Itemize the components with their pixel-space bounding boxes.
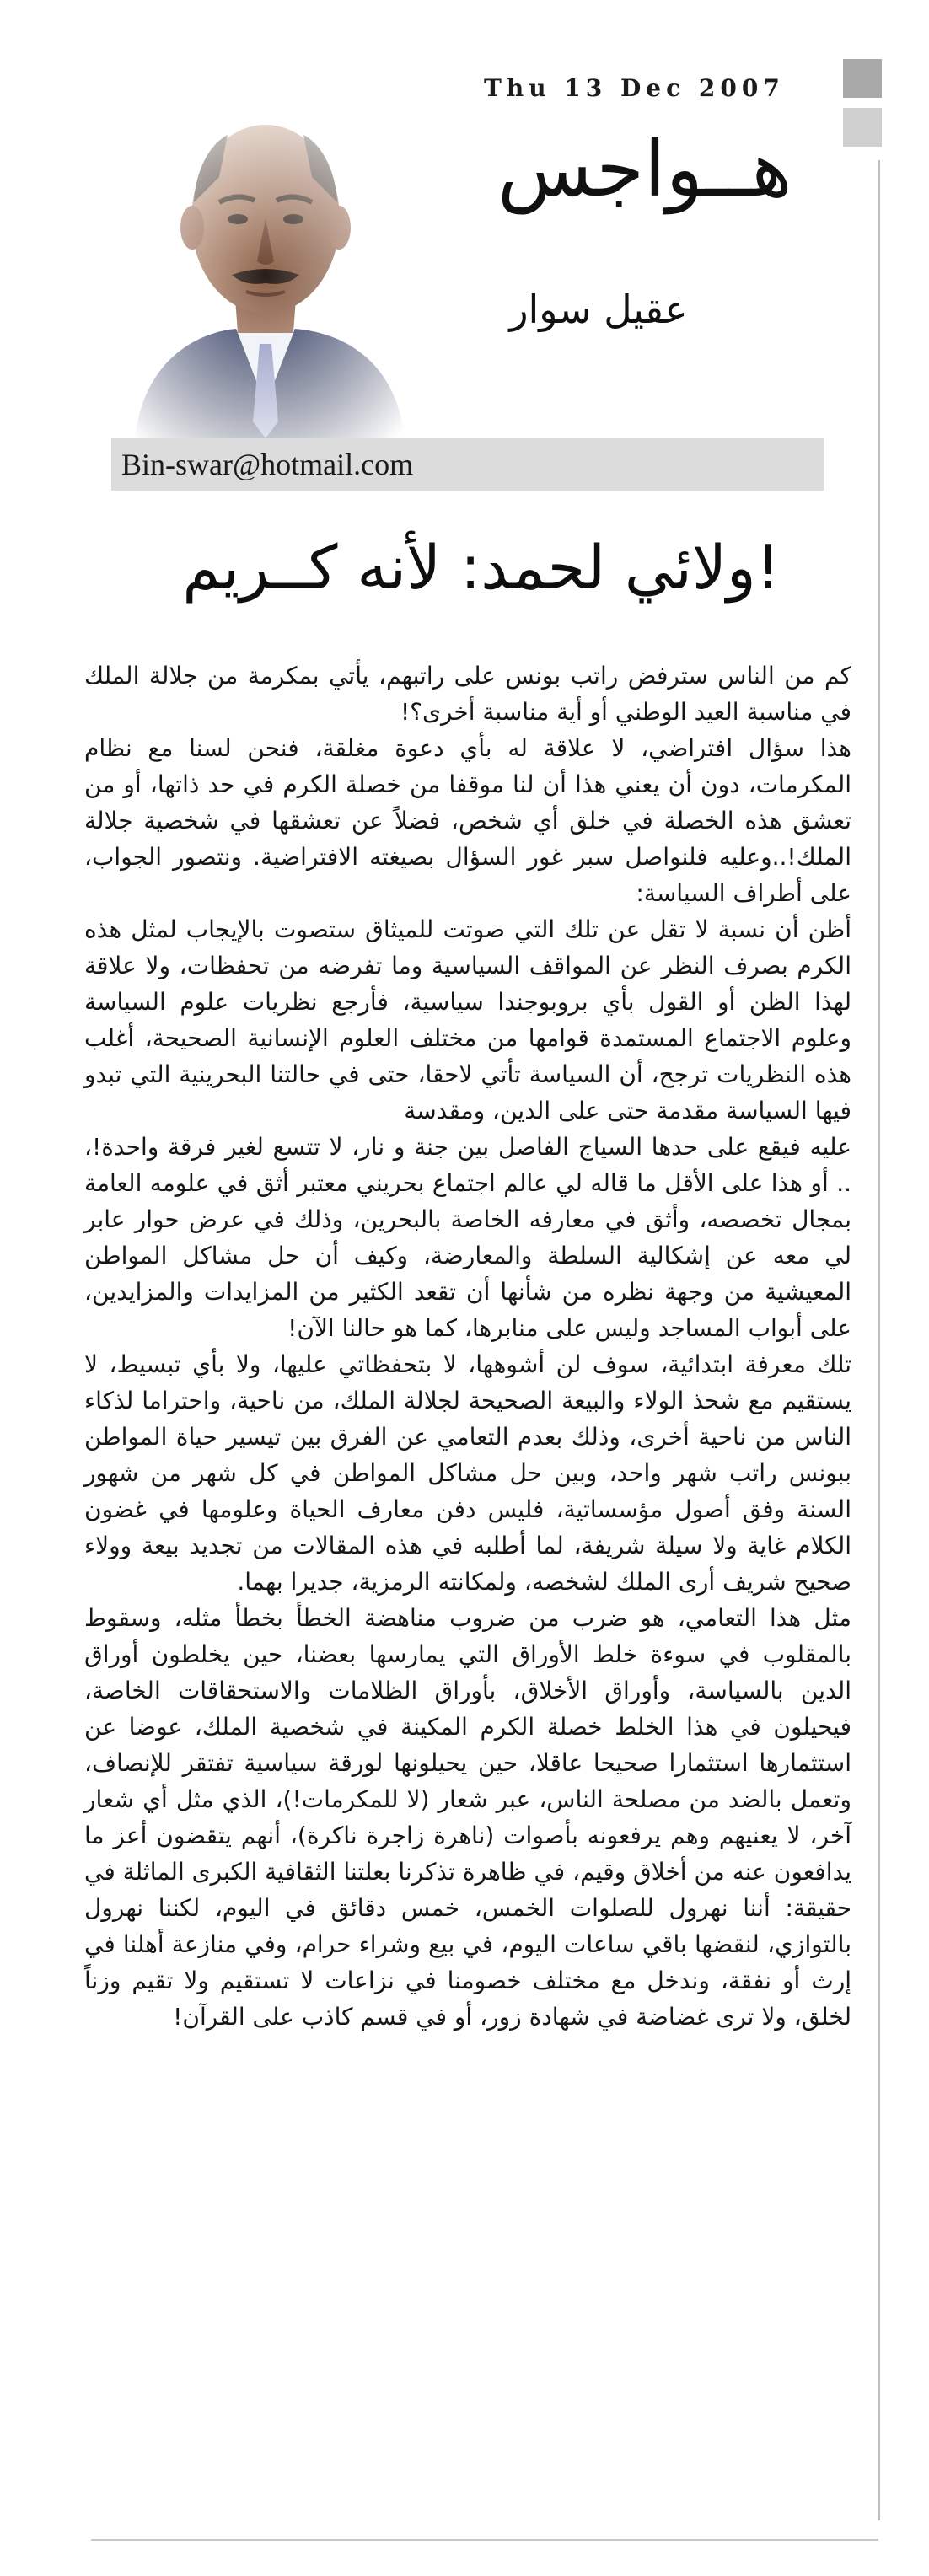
email-bar bbox=[111, 438, 824, 491]
article-paragraph: عليه فيقع على حدها السياج الفاصل بين جنة و نار، لا تتسع لغير فرقة واحدة!، .. أو هذا على الأقل ما قاله لي عالم اجتماع بحريني معتبر أثق في علومه العامة بمجال تخصصه، وأثق في معارفه الخاصة بالبحرين، وذلك في عرض حوار عابر لي معه عن إشكالية السلطة والمعارضة، وكيف أن حل مشاكل المواطن المعيشية من وجهة نظره من شأنها أن تقعد الكثير من المزايدات والمزايدين، على أبواب المساجد وليس على منابرها، كما هو حالنا الآن! bbox=[84, 1133, 851, 1342]
article-paragraph: هذا سؤال افتراضي، لا علاقة له بأي دعوة مغلقة، فنحن لسنا مع نظام المكرمات، دون أن يعني هذا أن لنا موقفا من خصلة الكرم في حد ذاتها، أو من تعشق هذه الخصلة في خلق أي شخص، فضلاً عن تعشقها في شخصية جلالة الملك!..وعليه فلنواصل سبر غور السؤال بصيغته الافتراضية. ونتصور الجواب، على أطراف السياسة: bbox=[84, 734, 851, 907]
article-paragraph: تلك معرفة ابتدائية، سوف لن أشوهها، لا بتحفظاتي عليها، ولا بأي تبسيط، لا يستقيم مع شحذ الولاء والبيعة الصحيحة لجلالة الملك، من ناحية، واحتراما لذكاء الناس من ناحية أخرى، وذلك بعدم التعامي عن الفرق بين تيسير حياة المواطن ببونس راتب شهر واحد، وبين حل مشاكل المواطن في كل شهر من شهور السنة وفق أصول مؤسساتية، فليس دفن معارف الحياة وعلومها في غضون الكلام غاية ولا سيلة شريفة، لما أطلبه في هذه المقالات من تجديد بيعة وولاء صحيح شريف أرى الملك لشخصه، ولمكانته الرمزية، جديرا بهما. bbox=[84, 1350, 851, 1596]
author-email[interactable]: Bin-swar@hotmail.com bbox=[121, 448, 414, 481]
margin-block-light bbox=[843, 108, 882, 147]
article-body bbox=[84, 657, 851, 2035]
right-margin-rule bbox=[878, 160, 880, 2520]
article-paragraph: كم من الناس سترفض راتب بونس على راتبهم، يأتي بمكرمة من جلالة الملك في مناسبة العيد الوطني أو أية مناسبة أخرى؟! bbox=[84, 662, 851, 726]
author-portrait bbox=[101, 76, 430, 438]
column-title: هــواجس bbox=[497, 124, 792, 214]
article-paragraph: أظن أن نسبة لا تقل عن تلك التي صوتت للميثاق ستصوت بالإيجاب لمثل هذه الكرم بصرف النظر عن المواقف السياسية وما تفرضه من تحفظات، ولا علاقة لهذا الظن أو القول بأي بروبوجندا سياسية، فأرجع نظريات علوم السياسة وعلوم الاجتماع المستمدة قوامها من مختلف العلوم الإنسانية الصحيحة، أغلب هذه النظريات ترجح، أن السياسة تأتي لاحقا، حتى في حالتنا البحرينية التي تبدو فيها السياسة مقدمة حتى على الدين، ومقدسة bbox=[84, 915, 851, 1124]
article-paragraph: مثل هذا التعامي، هو ضرب من ضروب مناهضة الخطأ بخطأ مثله، وسقوط بالمقلوب في سوءة خلط الأوراق التي يمارسها بعضنا، حين يخلطون أوراق الدين بالسياسة، وأوراق الأخلاق، بأوراق الظلامات والاستحقاقات الخاصة، فيحيلون في هذا الخلط خصلة الكرم المكينة في شخصية الملك، عوضا عن استثمارها استثمارا صحيحا عاقلا، حين يحيلونها لورقة سياسية تفتقر للإنصاف، وتعمل بالضد من مصلحة الناس، عبر شعار (لا للمكرمات!)، الذي مثل أي شعار آخر، لا يعنيهم وهم يرفعونه بأصوات (ناهرة زاجرة ناكرة)، أنهم يتقضون أعز ما يدافعون عنه من أخلاق وقيم، في ظاهرة تذكرنا بعلتنا الثقافية الكبرى الماثلة في حقيقة: أننا نهرول للصلوات الخمس، خمس دقائق في اليوم، لكننا نهرول بالتوازي، لنقضها باقي ساعات اليوم، في بيع وشراء حرام، وفي منازعة أهلنا في إرث أو نفقة، وندخل مع مختلف خصومنا في نزاعات لا تستقيم ولا تقيم وزناً لخلق، ولا ترى غضاضة في شهادة زور، أو في قسم كاذب على القرآن! bbox=[84, 1604, 851, 2031]
margin-block-dark bbox=[843, 59, 882, 98]
article-headline: ولائي لحمد: لأنه كــريم! bbox=[182, 532, 781, 603]
publication-date: Thu 13 Dec 2007 bbox=[484, 74, 785, 102]
author-name: عقيل سوار bbox=[509, 287, 688, 332]
bottom-rule bbox=[91, 2539, 878, 2541]
